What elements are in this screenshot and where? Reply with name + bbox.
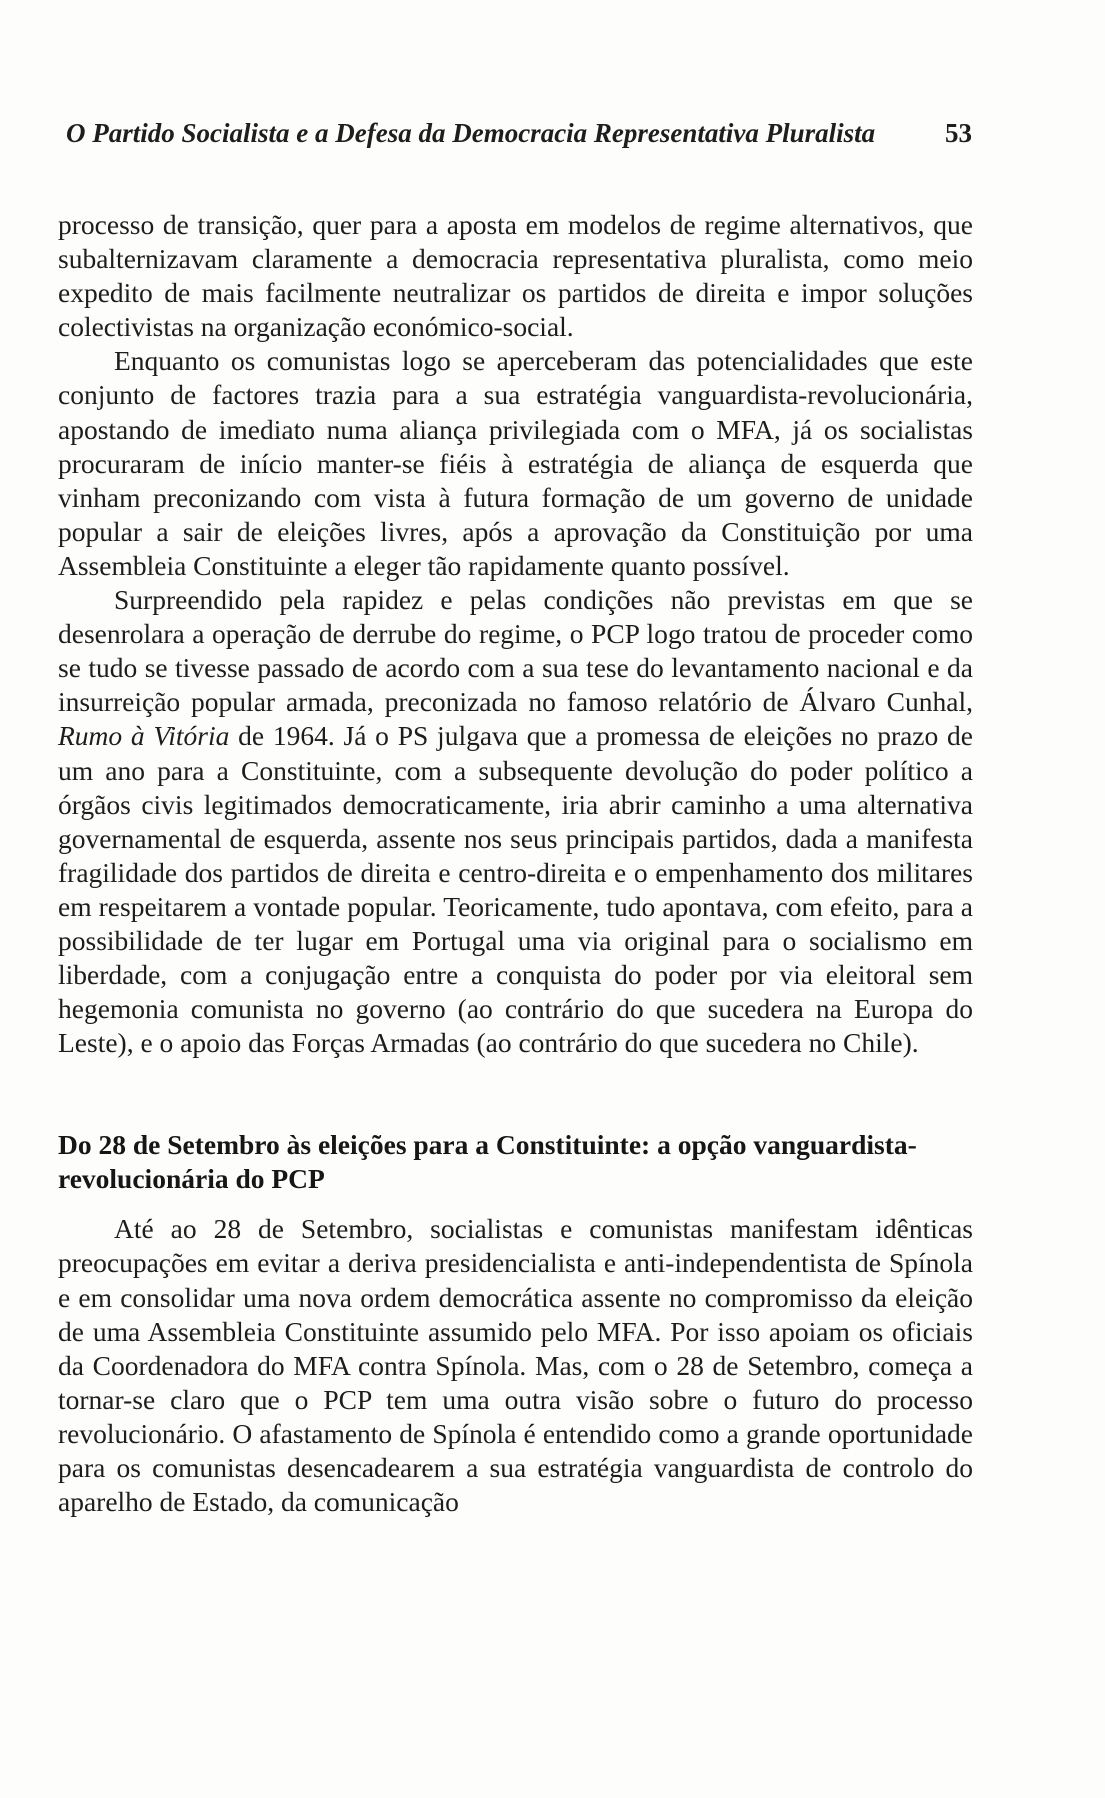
paragraph-1: processo de transição, quer para a aposta em modelos de regime alternativos, que subalternizavam claramente a democracia representativa pluralista, como meio expedito de mais facilmente neutralizar os partidos de direita e impor soluções colectivistas na organização económico-social. <box>58 209 973 343</box>
running-title: O Partido Socialista e a Defesa da Democracia Representativa Pluralista <box>66 118 876 148</box>
paragraph-2: Enquanto os comunistas logo se aperceberam das potencialidades que este conjunto de factores trazia para a sua estratégia vanguardista-revolucionária, apostando de imediato numa aliança privilegiada com o MFA, já os socialistas procuraram de início manter-se fiéis à estratégia de aliança de esquerda que vinham preconizando com vista à futura formação de um governo de unidade popular a sair de eleições livres, após a aprovação da Constituição por uma Assembleia Constituinte a eleger tão rapidamente quanto possível. <box>58 345 973 581</box>
paragraph-3-text-a: Surpreendido pela rapidez e pelas condições não previstas em que se desenrolara a operação de derrube do regime, o PCP logo tratou de proceder como se tudo se tivesse passado de acordo com a sua tese do levantamento nacional e da insurreição popular armada, preconizada no famoso relatório de Álvaro Cunhal, <box>58 584 973 718</box>
paragraph-4: Até ao 28 de Setembro, socialistas e comunistas manifestam idênticas preocupações em evitar a deriva presidencialista e anti-independentista de Spínola e em consolidar uma nova ordem democrática assente no compromisso da eleição de uma Assembleia Constituinte assumido pelo MFA. Por isso apoiam os oficiais da Coordenadora do MFA contra Spínola. Mas, com o 28 de Setembro, começa a tornar-se claro que o PCP tem uma outra visão sobre o futuro do processo revolucionário. O afastamento de Spínola é entendido como a grande oportunidade para os comunistas desencadearem a sua estratégia vanguardista de controlo do aparelho de Estado, da comunicação <box>58 1213 973 1518</box>
section-heading: Do 28 de Setembro às eleições para a Constituinte: a opção vanguardista-revolucionária do PCP <box>58 1129 917 1195</box>
running-header <box>66 118 972 149</box>
book-title: Rumo à Vitória <box>58 720 230 752</box>
paragraph-3-text-b: de 1964. Já o PS julgava que a promessa de eleições no prazo de um ano para a Constituinte, com a subsequente devolução do poder político a órgãos civis legitimados democraticamente, iria abrir caminho a uma alternativa governamental de esquerda, assente nos seus principais partidos, dada a manifesta fragilidade dos partidos de direita e centro-direita e o empenhamento dos militares em respeitarem a vontade popular. Teoricamente, tudo apontava, com efeito, para a possibilidade de ter lugar em Portugal uma via original para o socialismo em liberdade, com a conjugação entre a conquista do poder por via eleitoral sem hegemonia comunista no governo (ao contrário do que sucedera na Europa do Leste), e o apoio das Forças Armadas (ao contrário do que sucedera no Chile). <box>58 720 973 1059</box>
body-text <box>58 208 973 1519</box>
paragraph-3 <box>58 583 973 1060</box>
page-number: 53 <box>945 118 972 148</box>
